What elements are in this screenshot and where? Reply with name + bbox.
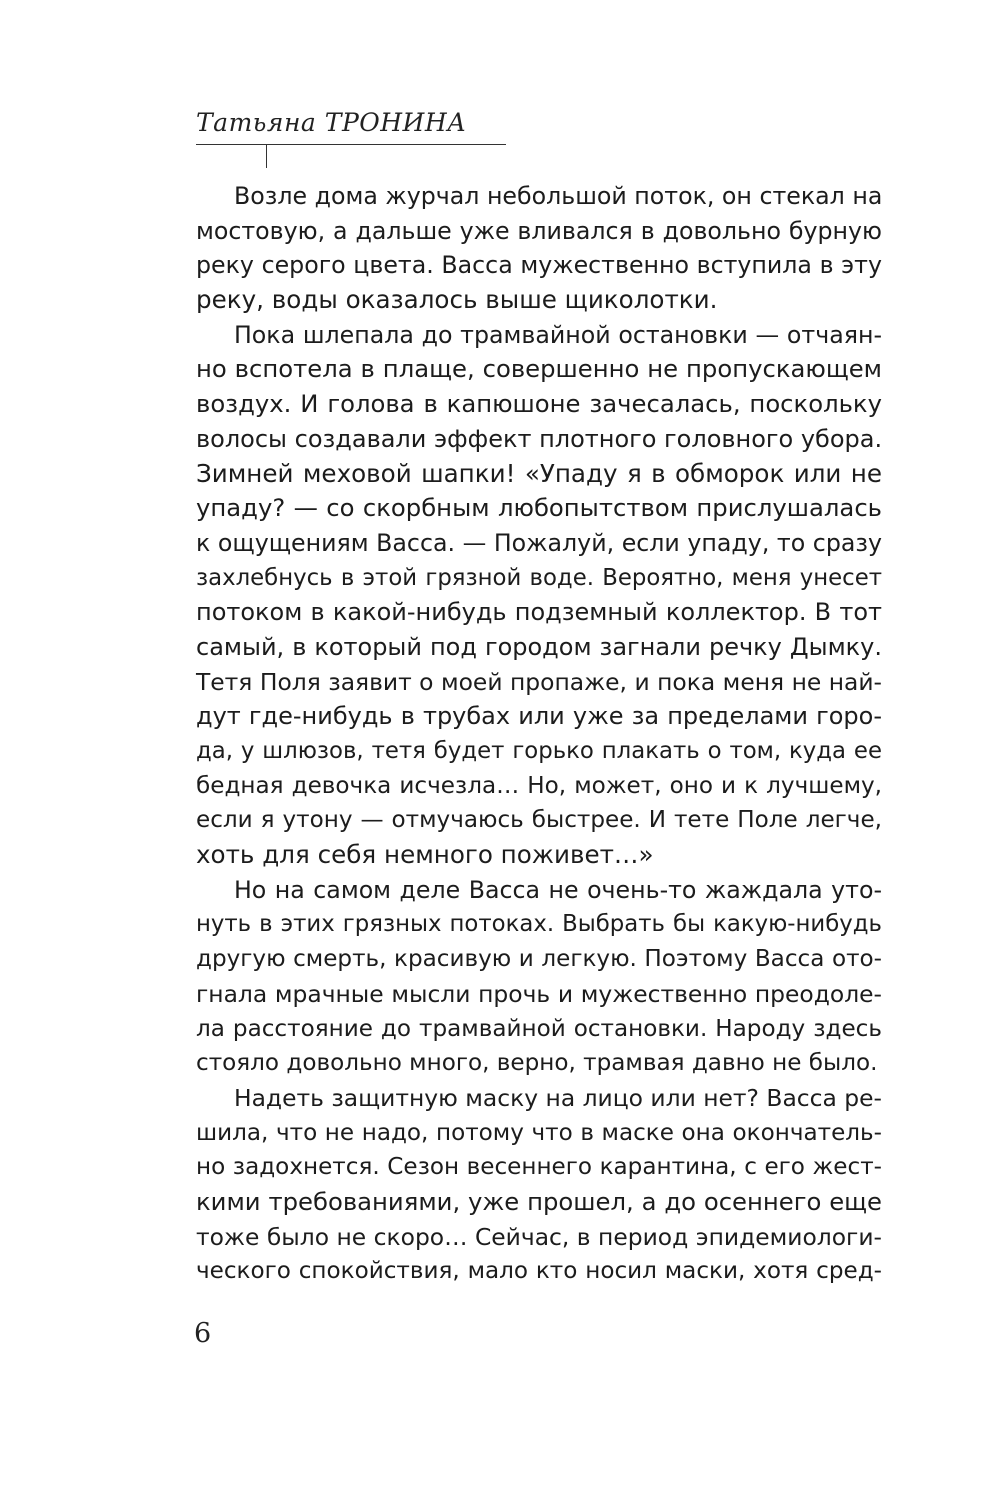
text-line: волосы создавали эффект плотного головного убора. <box>196 424 883 453</box>
text-line: стояло довольно много, верно, трамвая давно не было. <box>196 1050 878 1077</box>
text-line: дут где-нибудь в трубах или уже за пределами горо- <box>196 702 882 731</box>
text-line: реку серого цвета. Васса мужественно вступила в эту <box>196 251 882 280</box>
text-line: Тетя Поля заявит о моей пропаже, и пока меня не най- <box>196 667 882 696</box>
text-line: да, у шлюзов, тетя будет горько плакать о том, куда ее <box>196 738 882 764</box>
text-line: Но на самом деле Васса не очень-то жаждала уто- <box>234 875 882 904</box>
text-line: Пока шлепала до трамвайной остановки — отчаян- <box>234 320 882 349</box>
text-line: воздух. И голова в капюшоне зачесалась, поскольку <box>196 389 882 419</box>
text-line: Надеть защитную маску на лицо или нет? Васса ре- <box>234 1083 882 1112</box>
running-head-rule <box>196 144 506 145</box>
text-line: тоже было не скоро… Сейчас, в период эпидемиологи- <box>196 1222 882 1251</box>
text-line: ческого спокойствия, мало кто носил маски, хотя сред- <box>196 1258 882 1285</box>
text-line: но задохнется. Сезон весеннего карантина, с его жест- <box>196 1154 882 1181</box>
text-line: другую смерть, красивую и легкую. Поэтому Васса ото- <box>196 946 882 973</box>
text-line: шила, что не надо, потому что в маске она окончатель- <box>196 1119 882 1146</box>
text-line: гнала мрачные мысли прочь и мужественно преодоле- <box>196 979 882 1008</box>
running-head-title: Татьяна ТРОНИНА <box>196 108 467 137</box>
text-line: потоком в какой-нибудь подземный коллектор. В тот <box>196 598 882 627</box>
text-line: Зимней меховой шапки! «Упаду я в обморок или не <box>196 458 882 488</box>
text-line: реку, воды оказалось выше щиколотки. <box>196 285 718 315</box>
text-line: мостовую, а дальше уже вливался в довольно бурную <box>196 216 882 245</box>
text-line: если я утону — отмучаюсь быстрее. И тете Поле легче, <box>196 807 882 834</box>
text-line: нуть в этих грязных потоках. Выбрать бы какую-нибудь <box>196 911 882 938</box>
text-line: ла расстояние до трамвайной остановки. Народу здесь <box>196 1015 882 1042</box>
text-line: самый, в который под городом загнали речку Дымку. <box>196 632 882 661</box>
text-line: хоть для себя немного поживет…» <box>196 840 654 870</box>
text-line: бедная девочка исчезла… Но, может, оно и к лучшему, <box>196 772 882 799</box>
running-head-tick <box>266 144 267 168</box>
text-line: к ощущениям Васса. — Пожалуй, если упаду, то сразу <box>196 528 882 557</box>
text-line: кими требованиями, уже прошел, а до осеннего еще <box>196 1186 882 1216</box>
text-line: упаду? — со скорбным любопытством прислушалась <box>196 493 882 523</box>
text-line: но вспотела в плаще, совершенно не пропускающем <box>196 354 882 384</box>
text-line: Возле дома журчал небольшой поток, он стекал на <box>234 182 883 210</box>
page-number: 6 <box>194 1318 212 1349</box>
body-text <box>196 179 882 1289</box>
text-line: захлебнусь в этой грязной воде. Вероятно, меня унесет <box>196 564 882 591</box>
